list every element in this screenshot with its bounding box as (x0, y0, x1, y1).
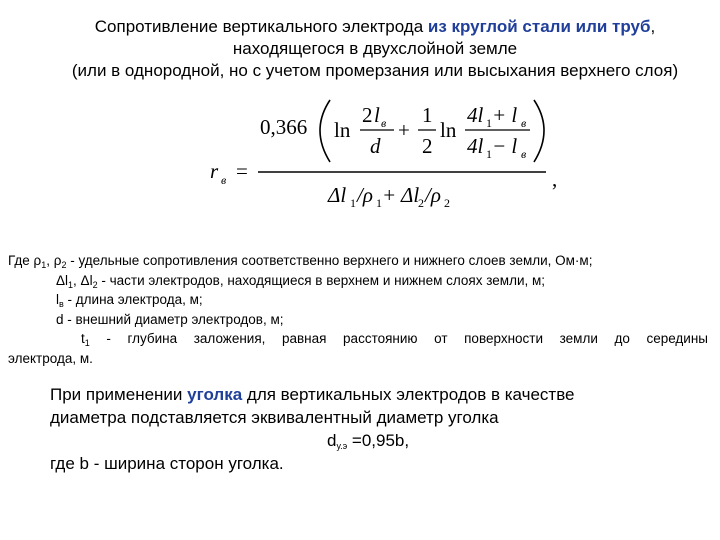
frac3-num-sub: 1 (486, 116, 492, 130)
heading-text: Сопротивление вертикального электрода (94, 17, 428, 36)
def-sub: 1 (41, 260, 47, 270)
note-text: d (327, 431, 337, 450)
formula-plus: + (398, 118, 410, 142)
def-text: - удельные сопротивления соответственно верхнего и нижнего слоев земли, Ом·м; (66, 253, 593, 268)
definition-depth (8, 329, 708, 349)
formula-comma: , (552, 167, 558, 191)
definition-depth-end: электрода, м. (8, 350, 93, 366)
frac3-den-b: − l (492, 134, 518, 158)
heading-line-2: находящегося в двухслойной земле (232, 39, 518, 58)
frac3-den-sub: 1 (486, 147, 492, 161)
resistance-formula (210, 92, 590, 222)
heading-line-3: (или в однородной, но с учетом промерзания или высыхания верхнего слоя) (71, 61, 679, 80)
frac1-num-coef: 2 (362, 103, 373, 127)
def-text: l (56, 292, 59, 307)
note-text: для вертикальных электродов в качестве (242, 385, 575, 404)
den-dl2-sub: 2 (418, 196, 424, 210)
formula-ln-1: ln (334, 118, 351, 142)
den-rho2-sub: 2 (444, 196, 450, 210)
frac2-num: 1 (422, 103, 433, 127)
note-sub: у.э (336, 441, 348, 451)
formula-ln-2: ln (440, 118, 457, 142)
variable-definitions (8, 251, 708, 368)
def-text: Где ρ (8, 253, 42, 268)
slide-heading (40, 16, 710, 82)
def-text: - части электродов, находящиеся в верхнем и нижнем слоях земли, м; (97, 272, 546, 288)
note-text: При применении (50, 385, 188, 404)
den-rho1: /ρ (357, 183, 373, 207)
formula-coefficient: 0,366 (260, 115, 308, 139)
frac1-num-var: l (374, 103, 380, 127)
frac3-den-a: 4l (467, 134, 484, 158)
formula-equals: = (236, 159, 248, 183)
definition-length (8, 290, 708, 310)
def-text: , Δl (73, 272, 93, 288)
formula-lhs: r (210, 159, 219, 183)
def-text: t (81, 331, 85, 346)
den-dl2: + Δl (382, 183, 420, 207)
heading-comma: , (650, 17, 656, 36)
note-line-4: где b - ширина сторон уголка. (50, 454, 284, 473)
def-text: , ρ (46, 253, 62, 268)
definition-diameter: d - внешний диаметр электродов, м; (56, 311, 284, 327)
frac3-den-sub2: в (521, 147, 527, 161)
def-text: - глубина заложения, равная расстоянию от поверхности земли до середины (89, 331, 708, 346)
heading-line-1 (40, 16, 710, 38)
frac3-num-a: 4l (467, 103, 484, 127)
def-sub: 1 (84, 338, 90, 348)
frac1-den: d (370, 134, 381, 158)
def-text: Δl (56, 272, 69, 288)
definition-rho (8, 251, 708, 271)
note-highlight: уголка (187, 385, 243, 404)
frac3-num-b: + l (492, 103, 518, 127)
def-sub: 2 (92, 279, 98, 290)
frac1-num-sub: в (381, 116, 387, 130)
definition-delta-l (8, 271, 708, 291)
note-line-1 (50, 383, 690, 406)
den-dl1-sub: 1 (350, 196, 356, 210)
note-line-2: диаметра подставляется эквивалентный диаметр уголка (50, 408, 499, 427)
note-line-3 (50, 429, 690, 452)
den-dl1: Δl (328, 183, 347, 207)
heading-highlight: из круглой стали или труб (427, 17, 651, 36)
def-sub: 2 (61, 260, 67, 270)
den-rho1-sub: 1 (376, 196, 382, 210)
frac3-num-sub2: в (521, 116, 527, 130)
note-text: =0,95b, (347, 431, 410, 450)
den-rho2: /ρ (425, 183, 441, 207)
left-paren-icon (320, 100, 330, 162)
right-paren-icon (534, 100, 544, 162)
angle-note (50, 383, 690, 475)
def-text: - длина электрода, м; (63, 292, 203, 307)
def-sub: в (59, 299, 64, 309)
formula-lhs-sub: в (221, 173, 227, 187)
frac2-den: 2 (422, 134, 433, 158)
def-sub: 1 (68, 279, 74, 290)
formula-graphic (210, 92, 590, 222)
